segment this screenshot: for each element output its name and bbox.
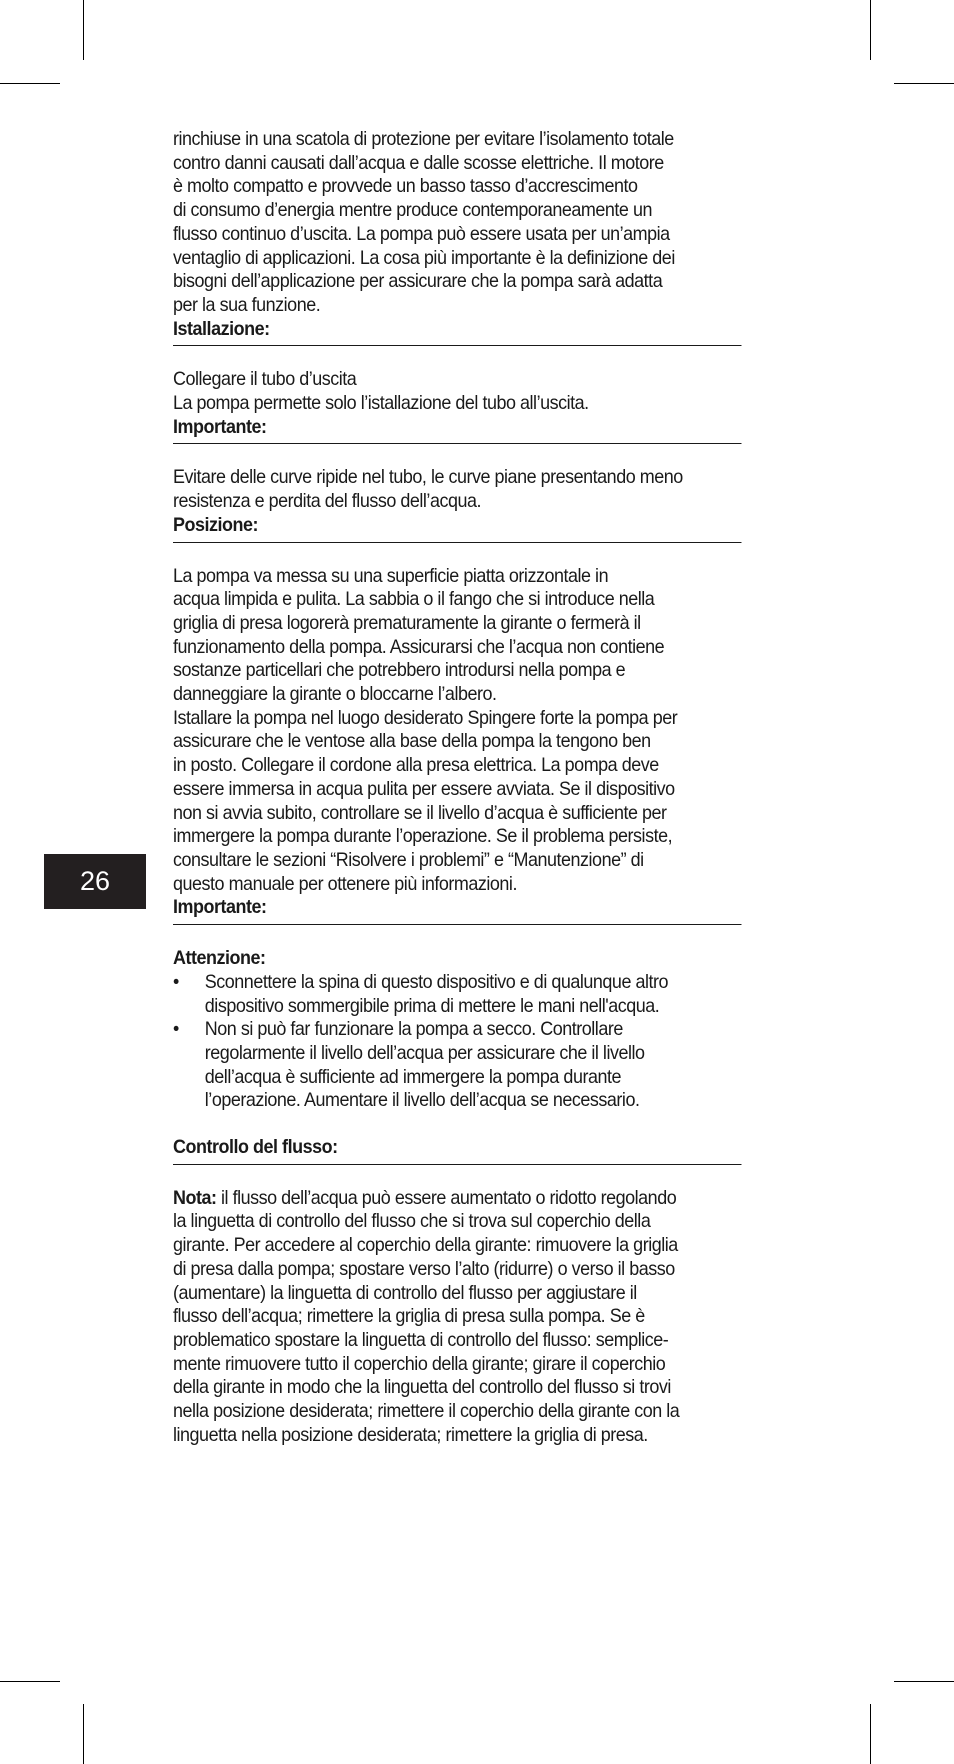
document-body: [173, 128, 741, 1447]
bullet-icon: •: [173, 1019, 179, 1041]
text-line: flusso continuo d’uscita. La pompa può essere usata per un’ampia: [173, 223, 670, 245]
text-line: Sconnettere la spina di questo dispositivo e di qualunque altro: [204, 971, 669, 993]
page-number-tab: [44, 854, 146, 909]
crop-mark-top-right-horizontal: [894, 83, 954, 84]
section-installazione-heading-block: [173, 318, 741, 347]
text-line: girante. Per accedere al coperchio della girante: rimuovere la griglia: [173, 1235, 678, 1257]
attention-label: Attenzione:: [173, 948, 266, 970]
text-line: La pompa permette solo l’istallazione del tubo all’uscita.: [173, 393, 589, 415]
section-heading-posizione: Posizione:: [173, 514, 741, 543]
text-line: assicurare che le ventose alla base della pompa la tengono ben: [173, 731, 651, 753]
text-line: flusso dell’acqua; rimettere la griglia di presa sulla pompa. Se è: [173, 1306, 645, 1328]
text-line: non si avvia subito, controllare se il livello d’acqua è sufficiente per: [173, 802, 667, 824]
text-line: ventaglio di applicazioni. La cosa più importante è la definizione dei: [173, 247, 675, 269]
crop-mark-top-left-horizontal: [0, 83, 60, 84]
text-line: regolarmente il livello dell’acqua per assicurare che il livello: [204, 1042, 645, 1064]
crop-mark-bottom-right-horizontal: [894, 1681, 954, 1682]
text-line: essere immersa in acqua pulita per essere avviata. Se il dispositivo: [173, 778, 675, 800]
text-line: mente rimuovere tutto il coperchio della girante; girare il coperchio: [173, 1353, 666, 1375]
text-line: in posto. Collegare il cordone alla presa elettrica. La pompa deve: [173, 755, 659, 777]
text-line: di presa dalla pompa; spostare verso l’alto (ridurre) o verso il basso: [173, 1258, 675, 1280]
crop-mark-bottom-right-vertical: [870, 1704, 871, 1764]
text-line: (aumentare) la linguetta di controllo del flusso per aggiustare il: [173, 1282, 637, 1304]
text-line: resistenza e perdita del flusso dell’acqua.: [173, 491, 482, 513]
section-heading-importante-2: Importante:: [173, 896, 741, 925]
controllo-paragraph: [173, 1187, 741, 1448]
text-line: acqua limpida e pulita. La sabbia o il fango che si introduce nella: [173, 589, 655, 611]
section-heading-importante: Importante:: [173, 416, 741, 445]
posizione-paragraph-2: [173, 707, 741, 897]
text-line: funzionamento della pompa. Assicurarsi che l’acqua non contiene: [173, 636, 665, 658]
text-line: per la sua funzione.: [173, 294, 321, 316]
text-line: dispositivo sommergibile prima di mettere le mani nell'acqua.: [204, 995, 660, 1017]
text-line: griglia di presa logorerà prematuramente la girante o fermerà il: [173, 612, 641, 634]
text-line: Istallare la pompa nel luogo desiderato Spingere forte la pompa per: [173, 707, 678, 729]
page-number: 26: [79, 866, 111, 896]
text-line: l’operazione. Aumentare il livello dell’acqua se necessario.: [204, 1090, 640, 1112]
crop-mark-bottom-left-horizontal: [0, 1681, 60, 1682]
text-line: sostanze particellari che potrebbero introdursi nella pompa e: [173, 660, 626, 682]
bullet-icon: •: [173, 971, 179, 993]
crop-mark-top-right-vertical: [870, 0, 871, 60]
text-line: nella posizione desiderata; rimettere il coperchio della girante con la: [173, 1401, 680, 1423]
warning-list: [173, 971, 741, 1113]
text-line: contro danni causati dall’acqua e dalle scosse elettriche. Il motore: [173, 152, 664, 174]
text-line: Collegare il tubo d’uscita: [173, 369, 357, 391]
crop-mark-top-left-vertical: [83, 0, 84, 60]
section-importante-heading-block: [173, 416, 741, 445]
text-line: di consumo d’energia mentre produce contemporaneamente un: [173, 200, 652, 222]
note-label: Nota:: [173, 1187, 217, 1209]
text-line: la linguetta di controllo del flusso che si trova sul coperchio della: [173, 1211, 651, 1233]
text-line: dell’acqua è sufficiente ad immergere la pompa durante: [204, 1066, 622, 1088]
posizione-paragraph-1: [173, 565, 741, 707]
text-line: questo manuale per ottenere più informazioni.: [173, 873, 517, 895]
intro-paragraph: [173, 128, 741, 318]
text-line: bisogni dell’applicazione per assicurare che la pompa sarà adatta: [173, 271, 663, 293]
text-line: [173, 1187, 741, 1211]
note-text: il flusso dell’acqua può essere aumentato o ridotto regolando: [216, 1187, 677, 1209]
text-line: La pompa va messa su una superficie piatta orizzontale in: [173, 565, 609, 587]
text-line: problematico spostare la linguetta di controllo del flusso: semplice-: [173, 1329, 669, 1351]
text-line: danneggiare la girante o bloccarne l’albero.: [173, 684, 497, 706]
section-importante-2-heading-block: [173, 896, 741, 925]
text-line: Evitare delle curve ripide nel tubo, le curve piane presentando meno: [173, 467, 683, 489]
text-line: consultare le sezioni “Risolvere i problemi” e “Manutenzione” di: [173, 849, 644, 871]
installazione-paragraph: [173, 368, 741, 415]
list-item: [173, 1018, 741, 1113]
importante-paragraph: [173, 466, 741, 513]
section-heading-installazione: Istallazione:: [173, 318, 741, 347]
section-heading-controllo-flusso: Controllo del flusso:: [173, 1136, 741, 1165]
text-line: Non si può far funzionare la pompa a secco. Controllare: [204, 1019, 623, 1041]
text-line: della girante in modo che la linguetta del controllo del flusso si trovi: [173, 1377, 671, 1399]
section-controllo-heading-block: [173, 1136, 741, 1165]
list-item: [173, 971, 741, 1018]
text-line: immergere la pompa durante l’operazione. Se il problema persiste,: [173, 826, 673, 848]
text-line: rinchiuse in una scatola di protezione per evitare l’isolamento totale: [173, 129, 674, 150]
section-posizione-heading-block: [173, 514, 741, 543]
text-line: è molto compatto e provvede un basso tasso d’accrescimento: [173, 176, 638, 198]
crop-mark-bottom-left-vertical: [83, 1704, 84, 1764]
text-line: linguetta nella posizione desiderata; rimettere la griglia di presa.: [173, 1424, 648, 1446]
